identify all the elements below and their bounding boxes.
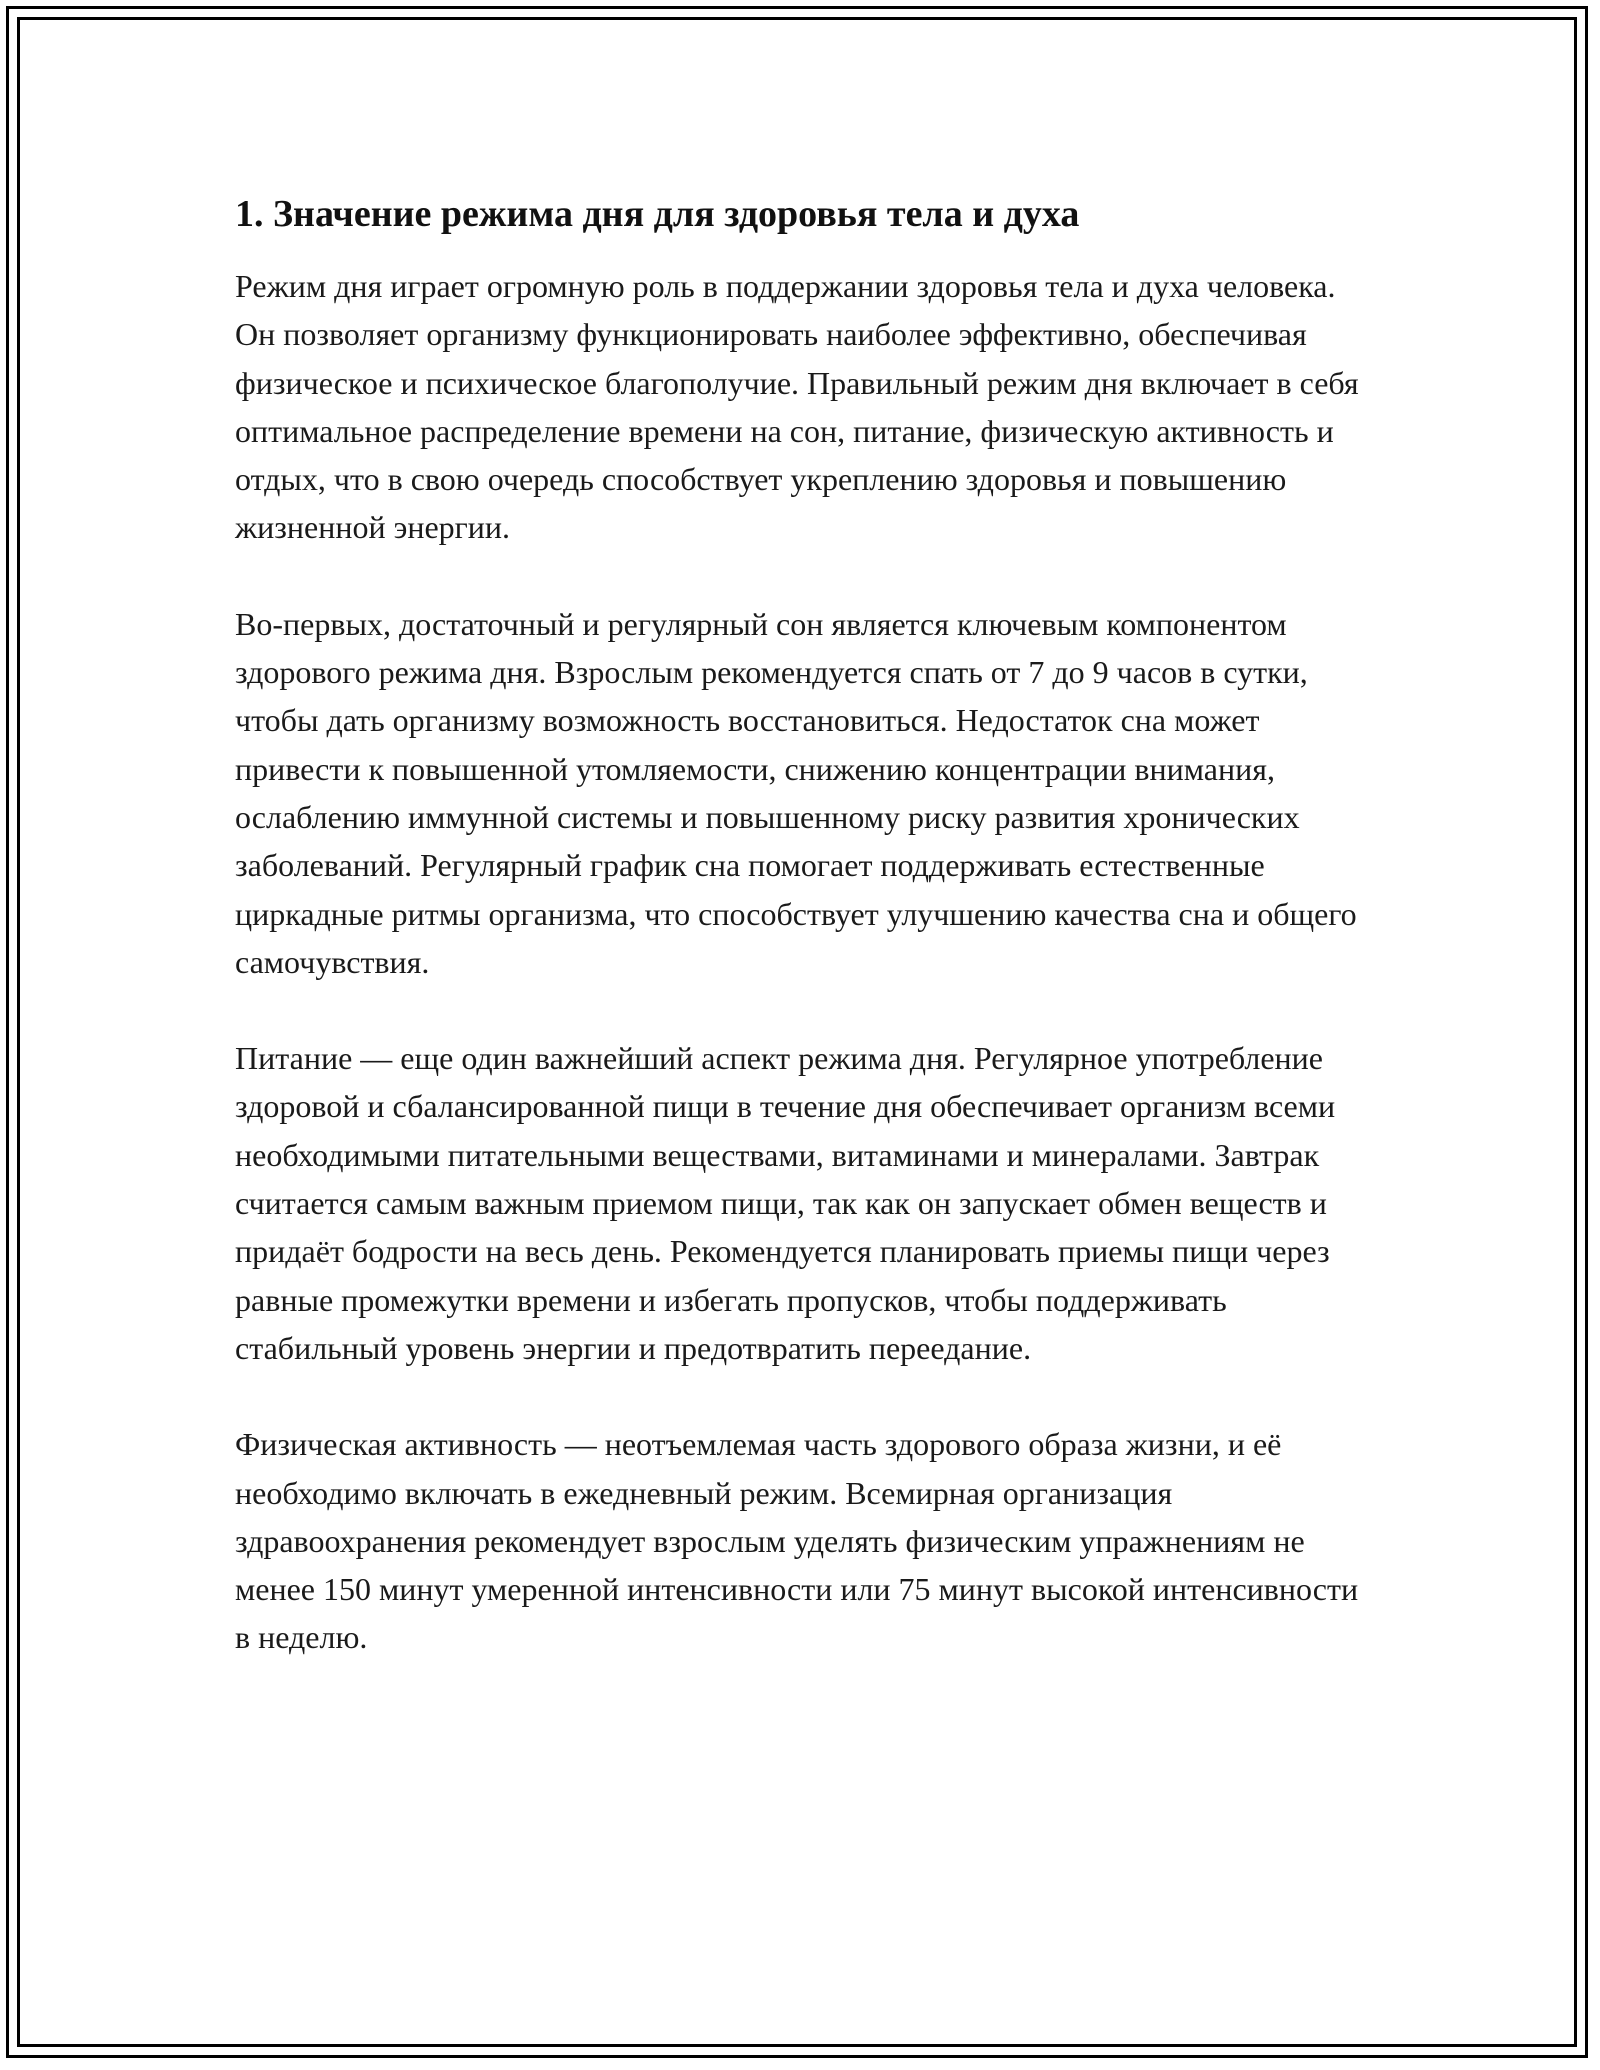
- paragraph-sleep: Во-первых, достаточный и регулярный сон является ключевым компонентом здорового режима дня. Взрослым рекомендуется спать от 7 до 9 часов в сутки, чтобы дать организму возможность восстановиться. Недостаток сна может привести к повышенной утомляемости, снижению концентрации внимания, ослаблению иммунной системы и повышенному риску развития хронических заболеваний. Регулярный график сна помогает поддерживать естественные циркадные ритмы организма, что способствует улучшению качества сна и общего самочувствия.: [235, 605, 1357, 980]
- document-body: [235, 188, 1375, 1710]
- paragraph-intro: Режим дня играет огромную роль в поддержании здоровья тела и духа человека. Он позволяет организму функционировать наиболее эффективно, обеспечивая физическое и психическое благополучие. Правильный режим дня включает в себя оптимальное распределение времени на сон, питание, физическую активность и отдых, что в свою очередь способствует укреплению здоровья и повышению жизненной энергии.: [235, 268, 1359, 546]
- paragraph-activity: Физическая активность — неотъемлемая часть здорового образа жизни, и её необходимо включать в ежедневный режим. Всемирная организация здравоохранения рекомендует взрослым уделять физическим упражнениям не менее 150 минут умеренной интенсивности или 75 минут высокой интенсивности в неделю.: [235, 1426, 1359, 1656]
- paragraph-nutrition: Питание — еще один важнейший аспект режима дня. Регулярное употребление здоровой и сбалансированной пищи в течение дня обеспечивает организм всеми необходимыми питательными веществами, витаминами и минералами. Завтрак считается самым важным приемом пищи, так как он запускает обмен веществ и придаёт бодрости на весь день. Рекомендуется планировать приемы пищи через равные промежутки времени и избегать пропусков, чтобы поддерживать стабильный уровень энергии и предотвратить переедание.: [235, 1040, 1336, 1366]
- section-heading: 1. Значение режима дня для здоровья тела и духа: [235, 193, 1080, 235]
